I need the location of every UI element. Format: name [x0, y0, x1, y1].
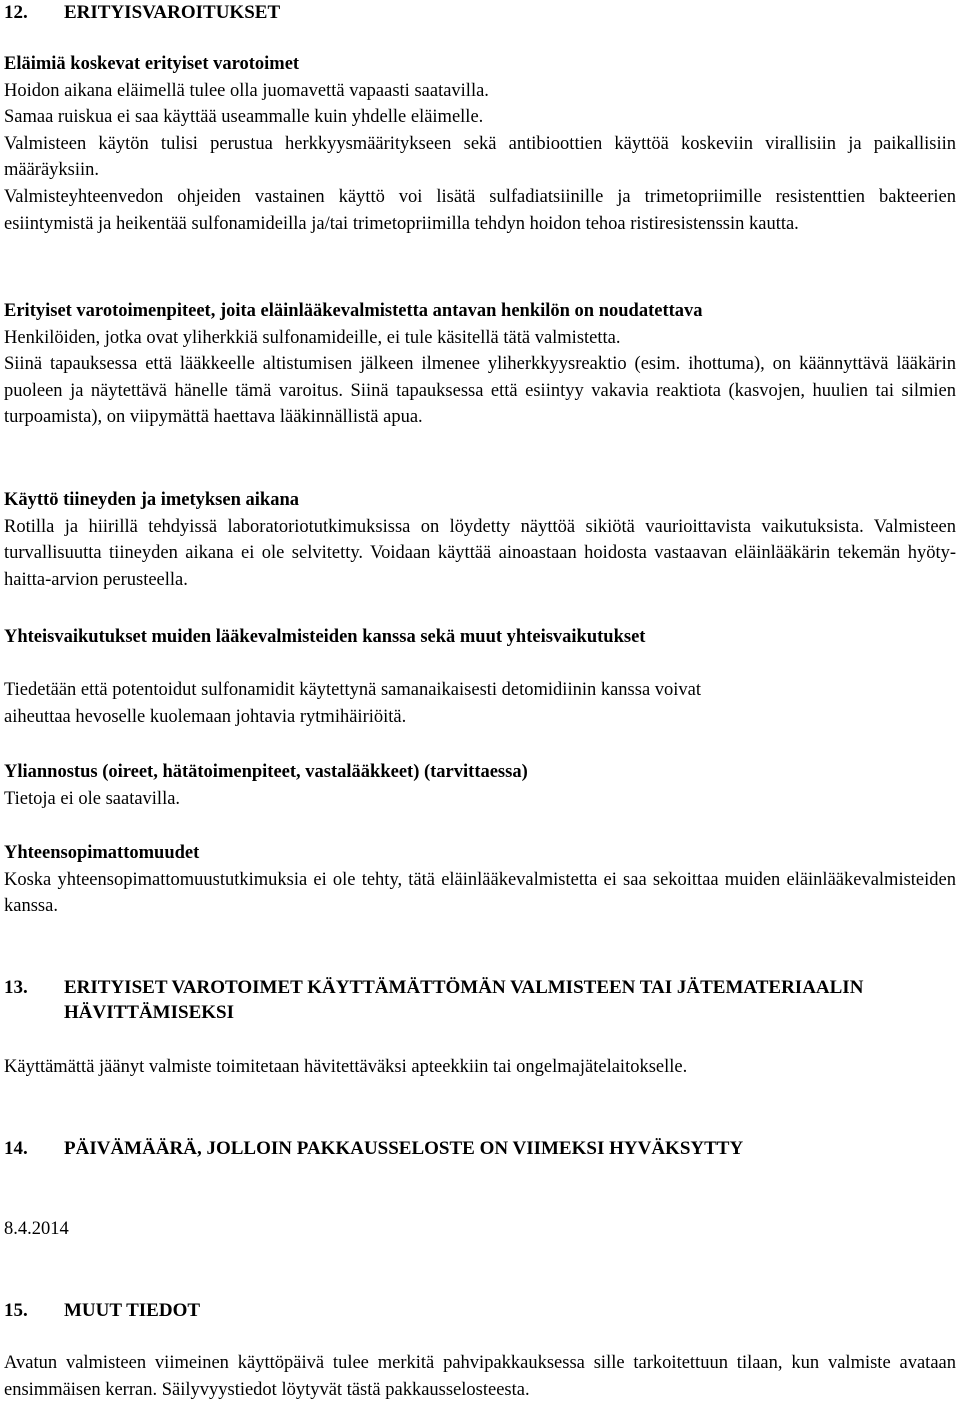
section-12-number: 12. — [4, 2, 28, 23]
paragraph: Käyttämättä jäänyt valmiste toimitetaan hävitettäväksi apteekkiin tai ongelmajätelaitokselle. — [4, 1057, 688, 1077]
paragraph: Avatun valmisteen viimeinen käyttöpäivä tulee merkitä pahvipakkauksessa sille tarkoitettuun tilaan, kun valmiste avataan ensimmäisen kerran. Säilyvyystiedot löytyvät tästä pakkausselosteesta. — [4, 1353, 956, 1400]
paragraph: Samaa ruiskua ei saa käyttää useammalle kuin yhdelle eläimelle. — [4, 107, 484, 128]
subsection-heading: Eläimiä koskevat erityiset varotoimet — [4, 54, 300, 74]
section-13-text — [4, 1054, 956, 1081]
section-13-number: 13. — [4, 977, 28, 998]
subsection-pregnancy — [4, 487, 956, 593]
section-15-title: MUUT TIEDOT — [64, 1300, 201, 1321]
interactions-text — [4, 677, 956, 730]
paragraph: Valmisteen käytön tulisi perustua herkkyysmääritykseen sekä antibioottien käyttöä koskeviin virallisiin ja paikallisiin määräyksiin. — [4, 133, 956, 181]
subsection-heading: Käyttö tiineyden ja imetyksen aikana — [4, 490, 299, 510]
section-14-date-block — [4, 1216, 956, 1243]
subsection-incompatibilities — [4, 840, 956, 920]
paragraph-line: Tiedetään että potentoidut sulfonamidit käytettynä samanaikaisesti detomidiinin kanssa voivat — [4, 680, 702, 700]
paragraph: Siinä tapauksessa että lääkkeelle altistumisen jälkeen ilmenee yliherkkyysreaktio (esim. ihottuma), on käännyttävä lääkärin puoleen ja näytettävä hänelle tämä varoitus. Siinä tapauksessa että esiintyy vakavia reaktiota (kasvojen, huulien tai silmien turpoamista), on viipymättä haettava lääkinnällistä apua. — [4, 354, 956, 428]
paragraph: Koska yhteensopimattomuustutkimuksia ei ole tehty, tätä eläinlääkevalmistetta ei saa sekoittaa muiden eläinlääkevalmisteiden kanssa. — [4, 869, 956, 917]
paragraph: Rotilla ja hiirillä tehdyissä laboratoriotutkimuksissa on löydetty näyttöä sikiötä vaurioittavista vaikutuksista. Valmisteen turvallisuutta tiineyden aikana ei ole selvitetty. Voidaan käyttää ainoastaan hoidosta vastaavan eläinlääkärin tekemän hyöty-haitta-arvion perusteella. — [4, 516, 956, 590]
section-12-title: ERITYISVAROITUKSET — [64, 2, 281, 23]
paragraph-line: aiheuttaa hevoselle kuolemaan johtavia rytmihäiriöitä. — [4, 706, 407, 727]
section-13-title: ERITYISET VAROTOIMET KÄYTTÄMÄTTÖMÄN VALMISTEEN TAI JÄTEMATERIAALIN HÄVITTÄMISEKSI — [64, 977, 864, 1023]
subsection-heading: Yhteensopimattomuudet — [4, 843, 200, 863]
section-12-heading — [4, 0, 956, 25]
subsection-heading: Erityiset varotoimenpiteet, joita eläinlääkevalmistetta antavan henkilön on noudatettava — [4, 301, 703, 321]
section-14-number: 14. — [4, 1138, 28, 1159]
section-15-text — [4, 1350, 956, 1403]
subsection-heading: Yhteisvaikutukset muiden lääkevalmisteiden kanssa sekä muut yhteisvaikutukset — [4, 627, 646, 647]
subsection-animal-precautions — [4, 51, 956, 237]
paragraph: Hoidon aikana eläimellä tulee olla juomavettä vapaasti saatavilla. — [4, 80, 489, 101]
section-15-heading — [4, 1298, 956, 1323]
section-14-title: PÄIVÄMÄÄRÄ, JOLLOIN PAKKAUSSELOSTE ON VIIMEKSI HYVÄKSYTTY — [64, 1138, 744, 1159]
paragraph: Valmisteyhteenvedon ohjeiden vastainen käyttö voi lisätä sulfadiatsiinille ja trimetopriimille resistenttien bakteerien esiintymistä ja heikentää sulfonamideilla ja/tai trimetopriimilla tehdyn hoidon tehoa ristiresistenssin kautta. — [4, 186, 956, 234]
subsection-overdose — [4, 759, 956, 812]
subsection-heading: Yliannostus (oireet, hätätoimenpiteet, vastalääkkeet) (tarvittaessa) — [4, 762, 528, 782]
section-13-heading — [4, 975, 956, 1025]
approval-date: 8.4.2014 — [4, 1219, 69, 1239]
paragraph: Henkilöiden, jotka ovat yliherkkiä sulfonamideille, ei tule käsitellä tätä valmistetta. — [4, 327, 621, 348]
subsection-handler-precautions — [4, 298, 956, 431]
paragraph: Tietoja ei ole saatavilla. — [4, 788, 181, 809]
subsection-interactions — [4, 624, 956, 651]
section-15-number: 15. — [4, 1300, 28, 1321]
section-14-heading — [4, 1136, 956, 1161]
